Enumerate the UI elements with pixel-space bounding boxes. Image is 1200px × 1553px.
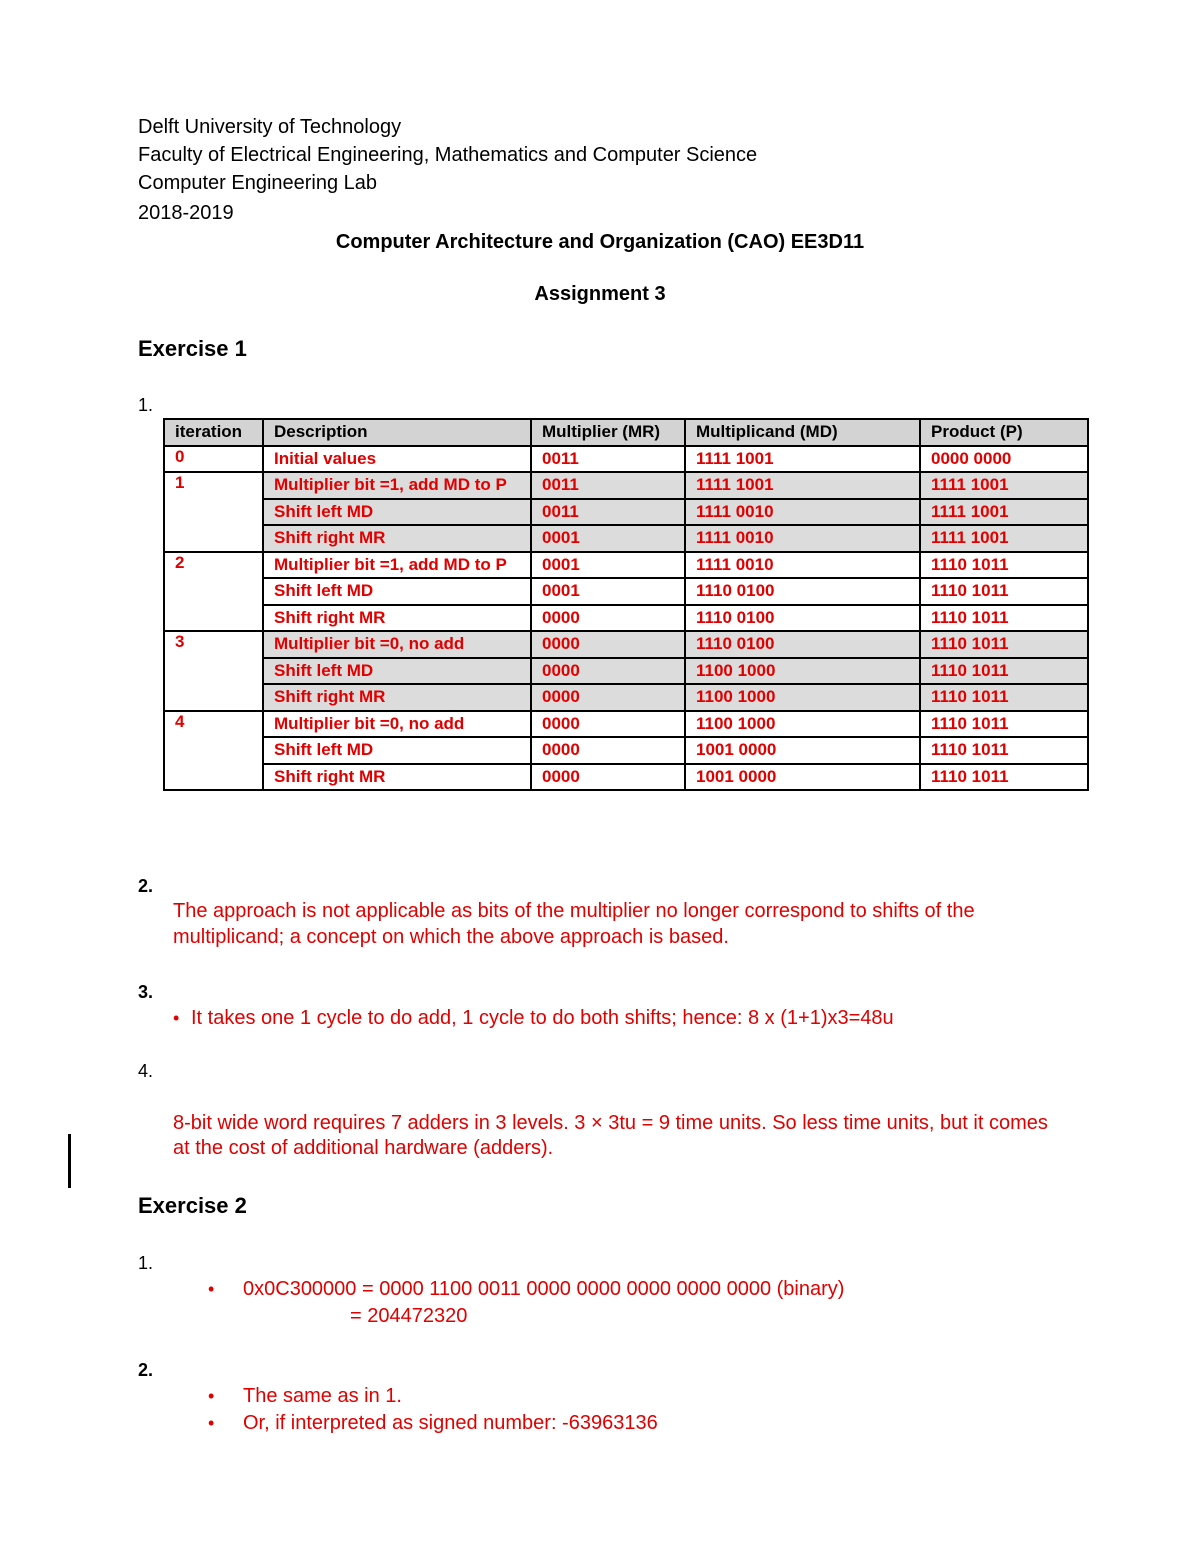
table-row [164,684,1088,711]
product-cell: 1111 1001 [920,472,1088,499]
multiplier-cell: 0001 [531,578,685,605]
faculty-name: Faculty of Electrical Engineering, Mathematics and Computer Science [138,144,758,166]
multiplier-cell: 0000 [531,737,685,764]
iteration-cell: 3 [164,631,263,711]
product-cell: 1110 1011 [920,578,1088,605]
exercise-1-heading: Exercise 1 [138,336,247,361]
product-cell: 1110 1011 [920,605,1088,632]
ex1-q4-number: 4. [138,1061,154,1081]
ex2-q2-answer-2: Or, if interpreted as signed number: -63963136 [243,1412,658,1434]
table-header-row [164,419,1088,446]
ex1-q1-number: 1. [138,395,154,415]
description-cell: Shift left MD [263,737,531,764]
description-cell: Shift left MD [263,658,531,685]
multiplicand-cell: 1100 1000 [685,658,920,685]
table-row [164,578,1088,605]
multiplier-cell: 0000 [531,684,685,711]
lab-name: Computer Engineering Lab [138,172,378,194]
iteration-cell: 1 [164,472,263,552]
multiplication-table [163,418,1089,791]
ex1-q2-answer-line2: multiplicand; a concept on which the above approach is based. [173,926,729,948]
description-cell: Multiplier bit =0, no add [263,711,531,738]
iteration-cell: 2 [164,552,263,632]
ex1-q2-answer-line1: The approach is not applicable as bits of the multiplier no longer correspond to shifts of the [173,900,975,922]
course-title: Computer Architecture and Organization (CAO) EE3D11 [335,231,865,253]
table-row [164,605,1088,632]
multiplier-cell: 0000 [531,764,685,791]
iteration-cell: 0 [164,446,263,473]
description-cell: Shift left MD [263,578,531,605]
multiplier-cell: 0000 [531,605,685,632]
multiplicand-cell: 1111 1001 [685,446,920,473]
ex1-q2-number: 2. [138,876,154,896]
multiplicand-cell: 1110 0100 [685,631,920,658]
product-cell: 1110 1011 [920,631,1088,658]
ex1-q4-answer-line2: at the cost of additional hardware (adders). [173,1137,554,1159]
bullet-icon: • [208,1413,215,1433]
ex2-q1-number: 1. [138,1253,154,1273]
multiplicand-cell: 1111 0010 [685,499,920,526]
university-name: Delft University of Technology [138,116,402,138]
ex1-q3-answer: It takes one 1 cycle to do add, 1 cycle to do both shifts; hence: 8 x (1+1)x3=48u [191,1007,894,1029]
multiplicand-cell: 1100 1000 [685,711,920,738]
product-cell: 1110 1011 [920,658,1088,685]
ex2-q1-answer: 0x0C300000 = 0000 1100 0011 0000 0000 0000 0000 0000 (binary) [243,1278,845,1300]
product-cell: 0000 0000 [920,446,1088,473]
product-cell: 1111 1001 [920,499,1088,526]
multiplicand-cell: 1001 0000 [685,764,920,791]
bullet-icon: • [173,1008,180,1028]
multiplicand-cell: 1001 0000 [685,737,920,764]
header-iteration: iteration [164,419,263,446]
multiplicand-cell: 1110 0100 [685,605,920,632]
table-row [164,472,1088,499]
multiplier-cell: 0000 [531,658,685,685]
text-cursor [68,1134,71,1188]
product-cell: 1110 1011 [920,764,1088,791]
table-body [164,446,1088,791]
description-cell: Initial values [263,446,531,473]
ex1-q4-answer-line1: 8-bit wide word requires 7 adders in 3 levels. 3 × 3tu = 9 time units. So less time units, but it comes [173,1112,1048,1134]
assignment-title: Assignment 3 [534,283,666,305]
header-multiplier: Multiplier (MR) [531,419,685,446]
header-description: Description [263,419,531,446]
multiplier-cell: 0000 [531,711,685,738]
product-cell: 1110 1011 [920,711,1088,738]
description-cell: Shift right MR [263,525,531,552]
ex2-q2-number: 2. [138,1360,154,1380]
table-row [164,658,1088,685]
product-cell: 1110 1011 [920,684,1088,711]
bullet-icon: • [208,1279,215,1299]
table-row [164,446,1088,473]
description-cell: Shift right MR [263,764,531,791]
product-cell: 1110 1011 [920,737,1088,764]
multiplier-cell: 0001 [531,525,685,552]
table-row [164,711,1088,738]
table-row [164,499,1088,526]
multiplicand-cell: 1111 0010 [685,552,920,579]
exercise-2-heading: Exercise 2 [138,1193,247,1218]
description-cell: Shift right MR [263,605,531,632]
academic-year: 2018-2019 [138,202,234,224]
iteration-cell: 4 [164,711,263,791]
multiplicand-cell: 1111 0010 [685,525,920,552]
header-multiplicand: Multiplicand (MD) [685,419,920,446]
table-row [164,737,1088,764]
multiplier-cell: 0011 [531,472,685,499]
table-row [164,552,1088,579]
multiplier-cell: 0001 [531,552,685,579]
multiplier-cell: 0011 [531,499,685,526]
description-cell: Shift right MR [263,684,531,711]
table-row [164,764,1088,791]
table-row [164,631,1088,658]
multiplicand-cell: 1111 1001 [685,472,920,499]
product-cell: 1111 1001 [920,525,1088,552]
multiplier-cell: 0011 [531,446,685,473]
description-cell: Multiplier bit =1, add MD to P [263,472,531,499]
description-cell: Multiplier bit =1, add MD to P [263,552,531,579]
description-cell: Shift left MD [263,499,531,526]
table-row [164,525,1088,552]
ex2-q2-answer-1: The same as in 1. [243,1385,402,1407]
header-product: Product (P) [920,419,1088,446]
bullet-icon: • [208,1386,215,1406]
multiplier-cell: 0000 [531,631,685,658]
ex1-q3-number: 3. [138,982,154,1002]
multiplicand-cell: 1100 1000 [685,684,920,711]
description-cell: Multiplier bit =0, no add [263,631,531,658]
product-cell: 1110 1011 [920,552,1088,579]
multiplicand-cell: 1110 0100 [685,578,920,605]
ex2-q1-decimal: = 204472320 [350,1305,468,1327]
